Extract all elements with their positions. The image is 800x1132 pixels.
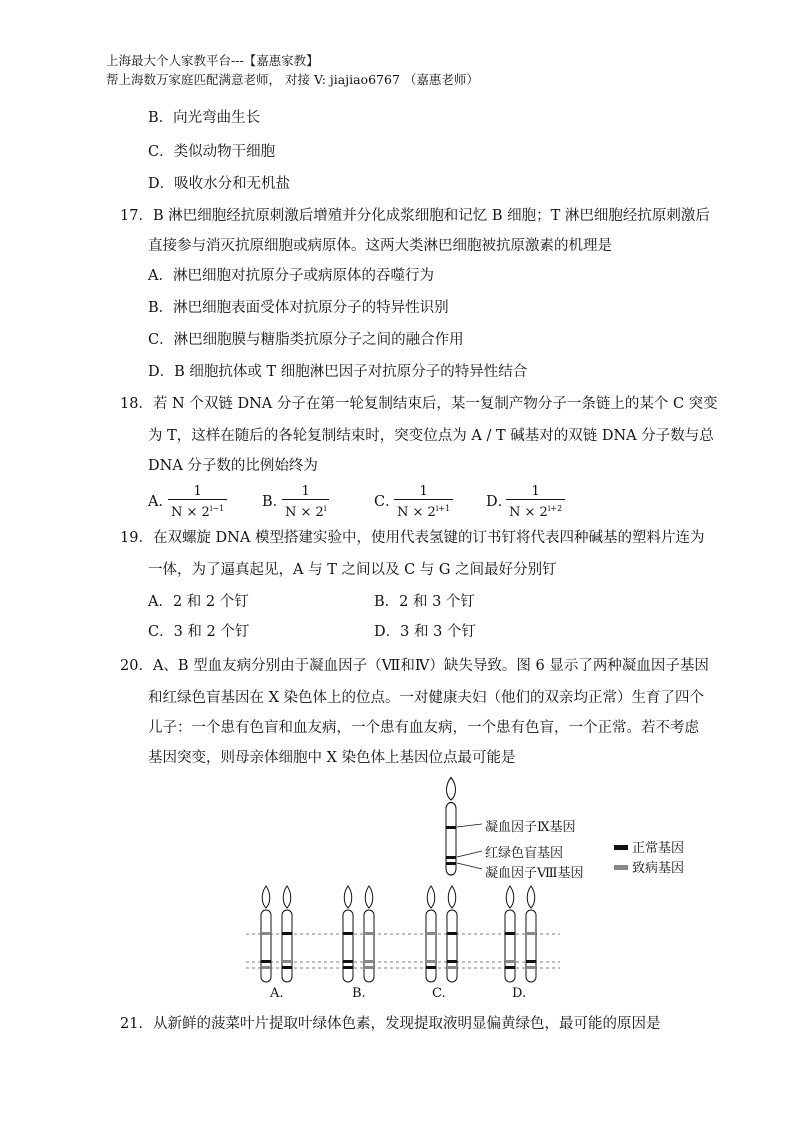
q18-option-a-label: A． — [148, 494, 173, 510]
q19-stem-line2: 一体，为了逼真起见，A 与 T 之间以及 C 与 G 之间最好分别钉 — [148, 562, 557, 578]
q19-option-a: A．2 和 2 个钉 — [148, 594, 249, 610]
figure-choice-b: B. — [352, 986, 366, 1001]
q18-option-c-fraction — [394, 484, 453, 520]
q16-option-b: B．向光弯曲生长 — [148, 110, 261, 126]
chromosome-pair-b — [343, 886, 374, 982]
q17-stem-line1: 17．B 淋巴细胞经抗原刺激后增殖并分化成浆细胞和记忆 B 细胞；T 淋巴细胞经抗原刺激后 — [120, 208, 710, 224]
label-color-blind-gene: 红绿色盲基因 — [485, 846, 564, 861]
legend-normal-swatch — [614, 845, 628, 850]
q19-option-d: D．3 和 3 个钉 — [374, 624, 476, 640]
q17-option-b: B．淋巴细胞表面受体对抗原分子的特异性识别 — [148, 300, 449, 316]
q18-stem-line2: 为 T，这样在随后的各轮复制结束时，突变位点为 A / T 碱基对的双链 DNA 分子数与总 — [148, 428, 714, 444]
legend-normal-label: 正常基因 — [632, 841, 685, 856]
ref-band-ix — [446, 826, 456, 829]
q18-option-b-label: B． — [262, 494, 288, 510]
fraction-numerator: 1 — [531, 484, 540, 499]
q20-stem-line4: 基因突变，则母亲体细胞中 X 染色体上基因位点最可能是 — [148, 750, 516, 766]
q19-option-c: C．3 和 2 个钉 — [148, 624, 250, 640]
chromosome-pair-c — [426, 886, 457, 982]
header-platform: 上海最大个人家教平台---【嘉惠家教】 — [106, 53, 319, 68]
label-factor-ix-gene: 凝血因子Ⅸ基因 — [485, 820, 576, 835]
q20-stem-line2: 和红绿色盲基因在 X 染色体上的位点。一对健康夫妇（他们的双亲均正常）生育了四个 — [148, 690, 705, 706]
q18-option-b-fraction — [282, 484, 329, 520]
q16-option-d: D．吸收水分和无机盐 — [148, 176, 291, 192]
q16-option-c: C．类似动物干细胞 — [148, 144, 276, 160]
q18-option-c-label: C． — [374, 494, 400, 510]
label-factor-viii-gene: 凝血因子Ⅷ基因 — [485, 866, 584, 881]
figure-choice-a: A. — [270, 986, 284, 1001]
q19-stem-line1: 19．在双螺旋 DNA 模型搭建实验中，使用代表氢键的订书钉将代表四种碱基的塑料片连为 — [120, 530, 705, 546]
q18-stem-line3: DNA 分子数的比例始终为 — [148, 458, 318, 474]
q20-stem-line1: 20．A、B 型血友病分别由于凝血因子（Ⅶ和Ⅳ）缺失导致。图 6 显示了两种凝血因子基因 — [120, 658, 709, 674]
q18-option-a-fraction — [168, 484, 227, 520]
ref-band-cb — [446, 856, 456, 859]
fraction-numerator: 1 — [419, 484, 428, 499]
q20-stem-line3: 儿子：一个患有色盲和血友病，一个患有血友病，一个患有色盲，一个正常。若不考虑 — [148, 720, 699, 736]
legend-disease-label: 致病基因 — [632, 861, 685, 876]
fraction-denominator: $N \times 2^{i+2}$ — [506, 499, 565, 520]
legend-disease-swatch — [614, 865, 628, 870]
q19-option-b: B．2 和 3 个钉 — [374, 594, 475, 610]
q18-option-d-fraction — [506, 484, 565, 520]
q21-stem-line1: 21．从新鲜的菠菜叶片提取叶绿体色素，发现提取液明显偏黄绿色，最可能的原因是 — [120, 1016, 661, 1032]
q18-option-d-label: D． — [486, 494, 513, 510]
q17-option-d: D．B 细胞抗体或 T 细胞淋巴因子对抗原分子的特异性结合 — [148, 364, 528, 380]
reference-chromosome — [446, 778, 456, 876]
figure-choice-c: C. — [432, 986, 446, 1001]
q17-option-a: A．淋巴细胞对抗原分子或病原体的吞噬行为 — [148, 268, 434, 284]
fraction-numerator: 1 — [193, 484, 202, 499]
header-contact: 帮上海数万家庭匹配满意老师， 对接 V: jiajiao6767 （嘉惠老师） — [106, 72, 479, 87]
fraction-denominator: $N \times 2^i$ — [282, 499, 329, 520]
chromosome-pair-d — [505, 886, 536, 982]
figure-choice-d: D. — [512, 986, 527, 1001]
ref-band-viii — [446, 862, 456, 865]
chromosome-pair-a — [261, 886, 292, 982]
q17-stem-line2: 直接参与消灭抗原细胞或病原体。这两大类淋巴细胞被抗原激素的机理是 — [148, 238, 612, 254]
fraction-denominator: $N \times 2^{i+1}$ — [394, 499, 453, 520]
fraction-denominator: $N \times 2^{i-1}$ — [168, 499, 227, 520]
fraction-numerator: 1 — [301, 484, 310, 499]
q17-option-c: C．淋巴细胞膜与糖脂类抗原分子之间的融合作用 — [148, 332, 464, 348]
q18-stem-line1: 18．若 N 个双链 DNA 分子在第一轮复制结束后，某一复制产物分子一条链上的某个 C 突变 — [120, 396, 718, 412]
